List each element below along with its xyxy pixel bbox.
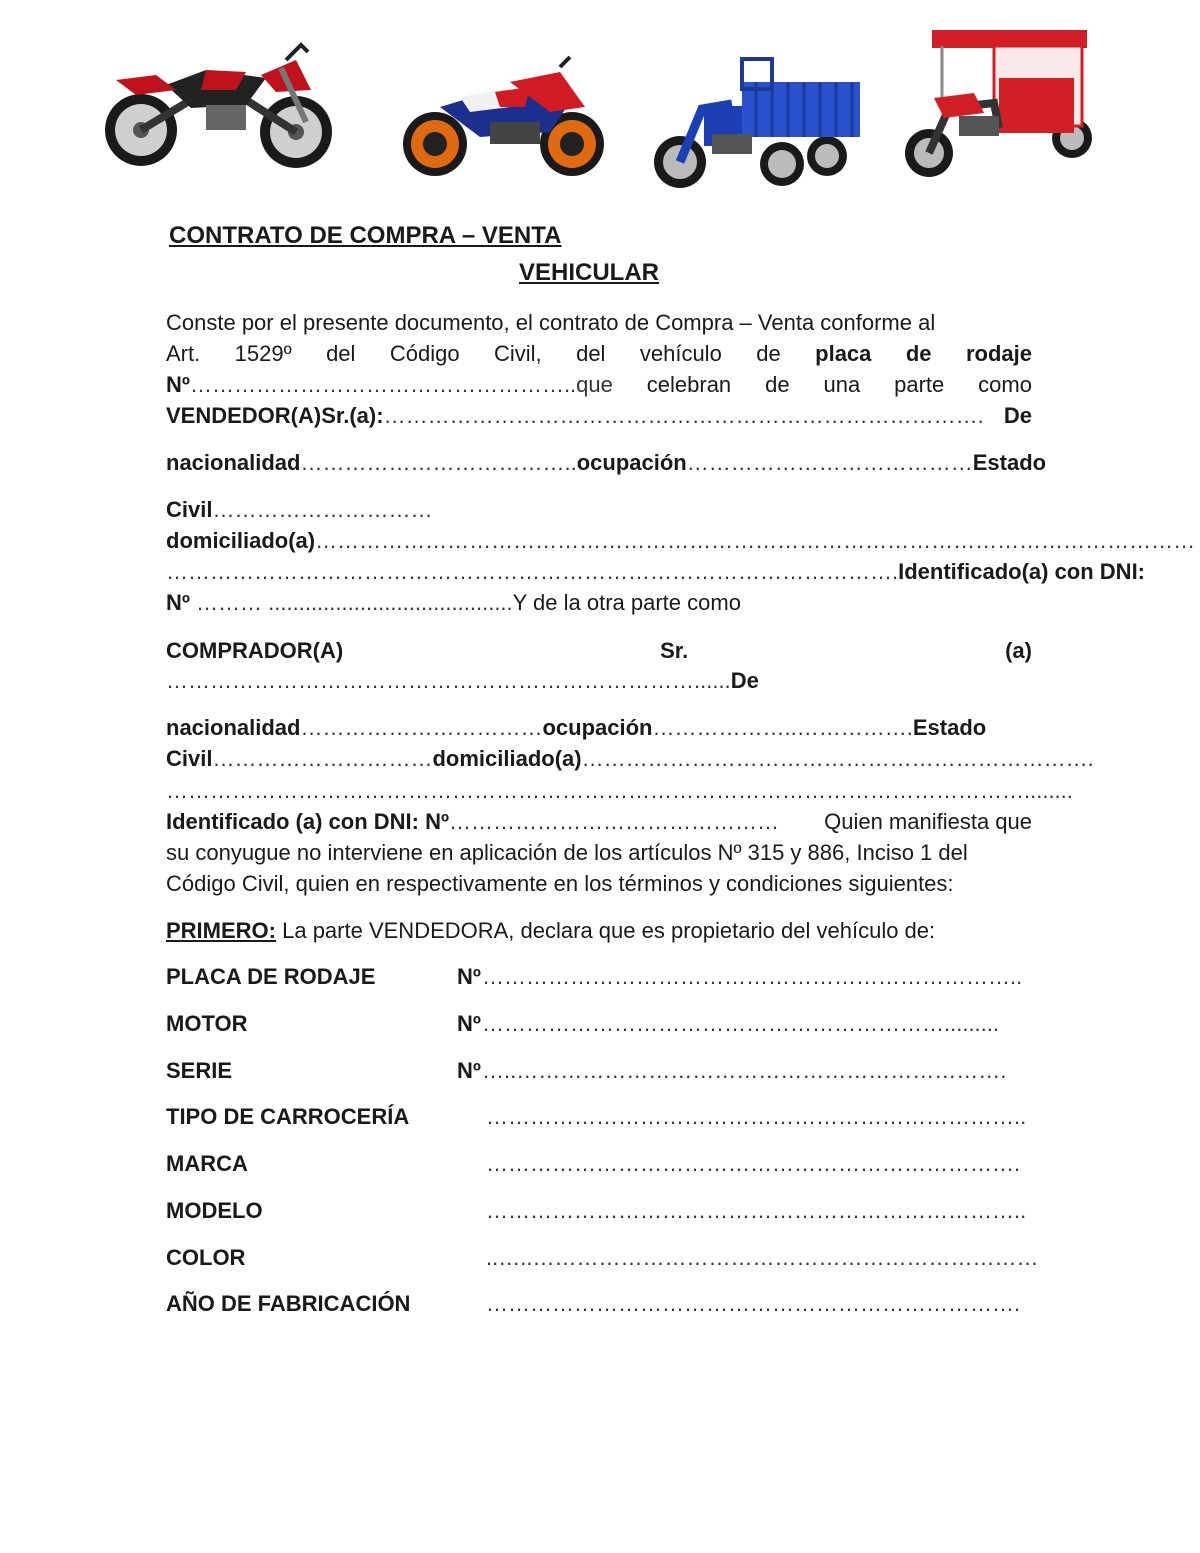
field-label: AÑO DE FABRICACIÓN	[166, 1291, 411, 1316]
vehicle-field-row	[166, 1149, 1032, 1179]
para-line-3	[166, 370, 1032, 400]
blank-field[interactable]: ………………………………………	[449, 809, 780, 834]
field-number-label: Nº	[457, 1058, 481, 1083]
text: parte	[894, 372, 945, 397]
vehicle-field-row	[166, 1243, 1039, 1273]
clause-text: La parte VENDEDORA, declara que es propietario del vehículo de:	[276, 918, 936, 943]
text: Quien manifiesta que	[824, 809, 1032, 834]
text: Civil,	[493, 341, 542, 366]
para-line-2	[166, 339, 1032, 369]
para-line-14	[166, 776, 1073, 806]
text: De	[730, 668, 759, 693]
vehicle-field-row	[166, 1196, 1032, 1226]
blank-field[interactable]: ..…..……………………………………………………………	[486, 1245, 1039, 1270]
blank-field[interactable]: ……………………………………………………….........	[482, 1011, 1000, 1036]
vehicle-field-row	[166, 1289, 1032, 1319]
field-label: PLACA DE RODAJE	[166, 964, 376, 989]
text: domiciliado(a)	[432, 746, 582, 771]
seller-label: VENDEDOR(A)Sr.(a):	[166, 403, 384, 428]
text: de	[765, 372, 790, 397]
para-line-10	[166, 636, 1032, 666]
blank-field[interactable]: ……………………………………………………………………………………….	[166, 559, 899, 584]
text: de	[756, 341, 781, 366]
text: domiciliado(a)	[166, 528, 316, 553]
blank-field[interactable]: ……………………………………………………………….	[486, 1291, 1021, 1316]
para-line-8	[166, 557, 1146, 587]
text: de	[905, 341, 932, 366]
blank-field[interactable]: ………………………………………………………………..	[486, 1198, 1027, 1223]
blank-field[interactable]: ………………………………………………………………………………………………………........	[166, 778, 1073, 803]
blank-field[interactable]: …………………………	[212, 746, 433, 771]
para-line-11	[166, 666, 1032, 696]
text: nacionalidad	[166, 715, 301, 740]
document-subtitle: VEHICULAR	[519, 259, 660, 286]
vehicle-field-row	[166, 1009, 1032, 1039]
blank-field[interactable]: ……………………………	[300, 715, 543, 740]
para-line-4	[166, 401, 1032, 431]
blank-field[interactable]: ……………………………………………………………………….	[383, 403, 984, 428]
text: vehículo	[639, 341, 722, 366]
text: del	[326, 341, 356, 366]
text: Estado	[912, 715, 987, 740]
blank-field[interactable]: …………………………………	[686, 450, 973, 475]
text: rodaje	[965, 341, 1032, 366]
field-label: MODELO	[166, 1198, 263, 1223]
text: una	[823, 372, 861, 397]
field-label: MOTOR	[166, 1011, 248, 1036]
text: Nº	[166, 590, 190, 615]
para-line-7	[166, 526, 1196, 556]
text: (a)	[1005, 638, 1032, 663]
sport-bike-image	[400, 52, 610, 182]
blank-field[interactable]: ……………………………………………..que	[189, 372, 613, 397]
dirt-bike-image	[96, 30, 336, 175]
field-label: MARCA	[166, 1151, 248, 1176]
clause-primero	[166, 916, 1032, 946]
text: Y de la otra parte como	[512, 590, 741, 615]
text: ocupación	[542, 715, 653, 740]
text: Identificado (a) con DNI: Nº	[166, 809, 450, 834]
para-line-16: su conyugue no interviene en aplicación de los artículos Nº 315 y 886, Inciso 1 del	[166, 840, 968, 865]
para-line-1: Conste por el presente documento, el contrato de Compra – Venta conforme al	[166, 310, 936, 335]
para-line-6	[166, 495, 1032, 525]
vehicle-field-row	[166, 962, 1032, 992]
field-label: COLOR	[166, 1245, 246, 1270]
blank-field[interactable]: ………………………………………………………………......	[166, 668, 731, 693]
text: Art.	[166, 341, 201, 366]
blank-field[interactable]: …..………………………………………………………….	[482, 1058, 1007, 1083]
text: Sr.	[660, 638, 689, 663]
para-line-5	[166, 448, 1047, 478]
para-line-15	[166, 807, 1032, 837]
blank-field[interactable]: ………………………………………………………………..	[482, 964, 1023, 989]
buyer-label: COMPRADOR(A)	[166, 638, 344, 663]
text: placa	[815, 341, 872, 366]
text: Nº	[166, 372, 190, 397]
para-line-17: Código Civil, quien en respectivamente en los términos y condiciones siguientes:	[166, 871, 954, 896]
blank-field[interactable]: …………………………………………………………………………………………………………	[315, 528, 1196, 553]
text: De	[1003, 403, 1032, 428]
document-title: CONTRATO DE COMPRA – VENTA	[169, 222, 562, 249]
clause-label: PRIMERO:	[166, 918, 276, 943]
blank-field[interactable]: ………………………………………………………………..	[486, 1104, 1027, 1129]
text: 1529º	[234, 341, 292, 366]
text: Estado	[972, 450, 1047, 475]
field-number-label: Nº	[457, 964, 481, 989]
field-label: SERIE	[166, 1058, 233, 1083]
cargo-trike-image	[652, 54, 867, 194]
blank-field[interactable]: ……………………………………………………………….	[486, 1151, 1021, 1176]
blank-field[interactable]: ……… ........................................	[189, 590, 513, 615]
text: ocupación	[576, 450, 687, 475]
field-number-label: Nº	[457, 1011, 481, 1036]
text: Civil	[166, 746, 213, 771]
blank-field[interactable]: …………………………………………………………….	[581, 746, 1094, 771]
blank-field[interactable]: …………………………	[212, 497, 433, 522]
text: Identificado(a) con DNI:	[898, 559, 1146, 584]
blank-field[interactable]: ………………..…………….	[652, 715, 913, 740]
text: Código	[389, 341, 460, 366]
para-line-12	[166, 713, 1032, 743]
blank-field[interactable]: ………………………………..	[300, 450, 577, 475]
header-images	[0, 24, 1200, 199]
para-line-13	[166, 744, 1094, 774]
field-label: TIPO DE CARROCERÍA	[166, 1104, 410, 1129]
mototaxi-image	[904, 28, 1102, 183]
text: Civil	[166, 497, 213, 522]
text: celebran	[646, 372, 732, 397]
text: nacionalidad	[166, 450, 301, 475]
vehicle-field-row	[166, 1056, 1032, 1086]
text: del	[576, 341, 606, 366]
vehicle-field-row	[166, 1102, 1032, 1132]
para-line-9	[166, 588, 1032, 618]
text: como	[978, 372, 1032, 397]
